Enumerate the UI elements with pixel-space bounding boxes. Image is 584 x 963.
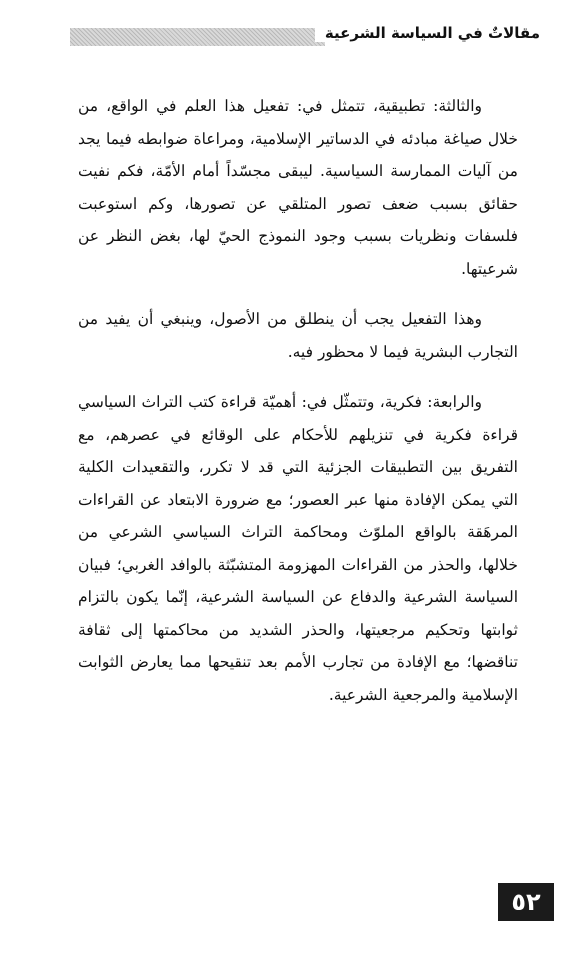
page-number: ٥٢: [498, 883, 554, 921]
paragraph-third: والثالثة: تطبيقية، تتمثل في: تفعيل هذا العلم في الواقع، من خلال صياغة مبادئه في الدساتير الإسلامية، ومراعاة ضوابطه فيما يجد من آليات الممارسة السياسية. ليبقى مجسّداً أمام الأمّة، فكم نفيت حقائق بسبب ضعف تصور المتلقي عن تصورها، وكم استوعبت فلسفات ونظريات بسبب وجود النموذج الحيّ لها، بغض النظر عن شرعيتها.: [78, 97, 518, 278]
paragraph-activation: وهذا التفعيل يجب أن ينطلق من الأصول، وينبغي أن يفيد من التجارب البشرية فيما لا محظور فيه.: [78, 310, 518, 361]
paragraph-fourth: والرابعة: فكرية، وتتمثّل في: أهميّة قراءة كتب التراث السياسي قراءة فكرية في تنزيلهم للأحكام على الوقائع في عصرهم، مع التفريق بين التطبيقات الجزئية التي قد لا تكرر، والتقعيدات الكلية التي يمكن الإفادة منها عبر العصور؛ مع ضرورة الابتعاد عن القراءات المرهَقة بالواقع الملوّث ومحاكمة التراث السياسي الشرعي من خلالها، والحذر من القراءات المهزومة المتشبّثة بالوافد الغربي؛ فبيان السياسة الشرعية والدفاع عن السياسة الشرعية، إنّما يكون بالتزام ثوابتها وتحكيم مرجعيتها، والحذر الشديد من محاكمتها إلى ثقافة تناقضها؛ مع الإفادة من تجارب الأمم بعد تنقيحها مما يعارض الثوابت الإسلامية والمرجعية الشرعية.: [78, 393, 518, 704]
header-title: مقالاتٌ في السياسة الشرعية: [315, 24, 540, 42]
running-header: [70, 22, 540, 52]
header-decorative-band: [70, 28, 325, 46]
page-body: [78, 90, 518, 729]
